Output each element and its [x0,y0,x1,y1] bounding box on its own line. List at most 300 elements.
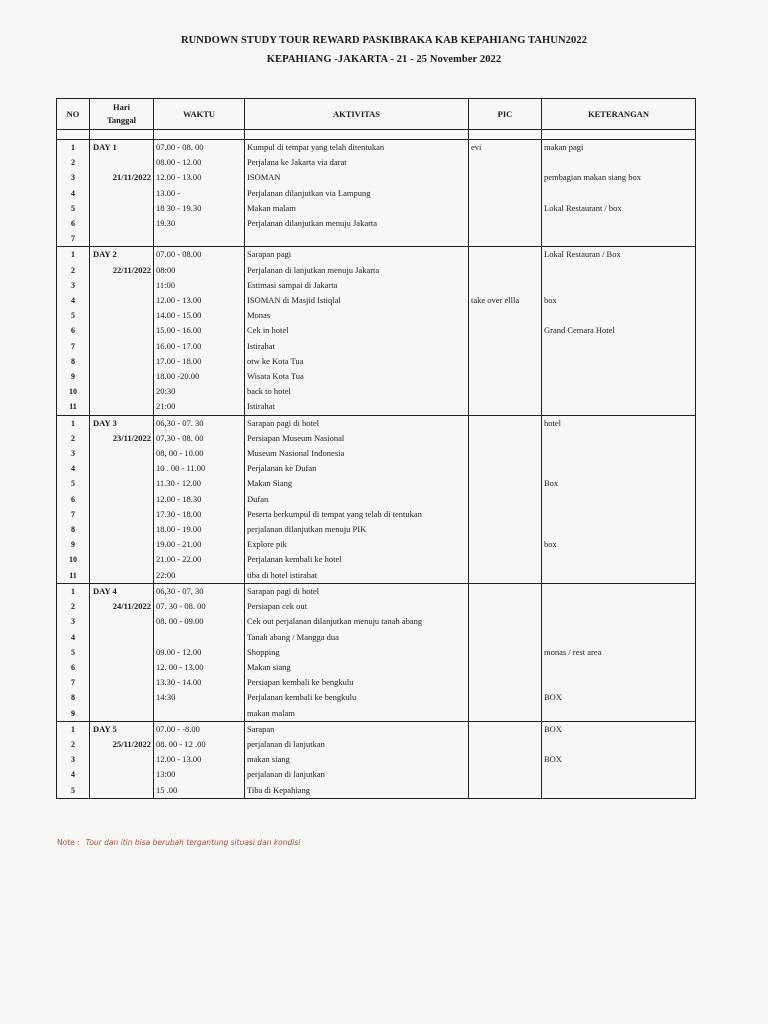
pic-cell [469,231,542,247]
table-row [57,369,696,384]
day-date-cell [90,507,154,522]
table-row [57,201,696,216]
rundown-table-container [56,98,696,799]
remark-cell [542,339,696,354]
note-text: Tour dan itin bisa berubah tergantung situasi dan kondisi [85,838,301,847]
pic-cell [469,599,542,614]
day-date-cell [90,783,154,799]
remark-cell: BOX [542,721,696,737]
table-row [57,247,696,263]
pic-cell [469,216,542,231]
date-label: 24/11/2022 [112,601,151,612]
table-row [57,431,696,446]
activity-cell: Makan siang [245,660,469,675]
date-label: 23/11/2022 [112,432,151,443]
time-cell: 21.00 - 22.00 [154,552,245,567]
table-row [57,476,696,491]
activity-cell: Tanah abang / Mangga dua [245,630,469,645]
header-hari-tanggal [90,99,154,130]
activity-cell: Perjalanan dilanjutkan via Lampung [245,186,469,201]
spacer-cell [90,130,154,140]
spacer-cell [542,130,696,140]
activity-cell: Estimasi sampai di Jakarta [245,278,469,293]
activity-cell: Persiapan Museum Nasional [245,431,469,446]
header-hari: Hari [113,102,130,112]
remark-cell: BOX [542,690,696,705]
activity-cell: ISOMAN di Masjid Istiqlal [245,293,469,308]
time-cell: 08:00 [154,263,245,278]
day-date-cell [90,752,154,767]
remark-cell [542,568,696,584]
day-date-cell [90,201,154,216]
time-cell: 22:00 [154,568,245,584]
table-row [57,706,696,722]
pic-cell [469,767,542,782]
time-cell: 11:00 [154,278,245,293]
row-number: 3 [57,446,90,461]
remark-cell: BOX [542,752,696,767]
document-title: RUNDOWN STUDY TOUR REWARD PASKIBRAKA KAB KEPAHIANG TAHUN2022 [180,35,588,46]
activity-cell: Cek out perjalanan dilanjutkan menuju tanah abang [245,614,469,629]
header-spacer-row [57,130,696,140]
remark-cell [542,767,696,782]
row-number: 1 [57,247,90,263]
row-number: 7 [57,339,90,354]
remark-cell [542,507,696,522]
row-number: 3 [57,752,90,767]
time-cell: 16.00 - 17.00 [154,339,245,354]
time-cell: 08. 00 - 09.00 [154,614,245,629]
activity-cell: back to hotel [245,384,469,399]
day-date-cell [90,737,154,752]
pic-cell [469,675,542,690]
day-date-cell [90,767,154,782]
day-date-cell [90,675,154,690]
day-date-cell [90,461,154,476]
day-date-cell [90,552,154,567]
spacer-cell [469,130,542,140]
remark-cell [542,737,696,752]
pic-cell [469,278,542,293]
pic-cell [469,645,542,660]
remark-cell: box [542,537,696,552]
activity-cell: perjalanan dilanjutkan menuju PIK [245,522,469,537]
remark-cell: Box [542,476,696,491]
day-date-cell [90,354,154,369]
day-date-cell [90,446,154,461]
time-cell [154,231,245,247]
spacer-cell [154,130,245,140]
remark-cell: monas / rest area [542,645,696,660]
pic-cell [469,431,542,446]
time-cell: 10 . 00 - 11.00 [154,461,245,476]
row-number: 9 [57,537,90,552]
row-number: 4 [57,630,90,645]
time-cell: 11.30 - 12.00 [154,476,245,491]
remark-cell [542,278,696,293]
pic-cell [469,446,542,461]
row-number: 7 [57,231,90,247]
row-number: 9 [57,706,90,722]
day-date-cell [90,263,154,278]
spacer-cell [245,130,469,140]
table-row [57,737,696,752]
rundown-table [56,98,696,799]
table-row [57,339,696,354]
remark-cell [542,706,696,722]
day-label: DAY 5 [93,723,117,734]
row-number: 7 [57,675,90,690]
day-date-cell [90,293,154,308]
day-date-cell [90,155,154,170]
remark-cell [542,155,696,170]
time-cell: 07. 30 - 08. 00 [154,599,245,614]
row-number: 6 [57,216,90,231]
row-number: 11 [57,399,90,415]
table-row [57,507,696,522]
remark-cell: pembagian makan siang box [542,170,696,185]
remark-cell [542,522,696,537]
time-cell: 12.00 - 13.00 [154,170,245,185]
pic-cell [469,476,542,491]
time-cell: 06,30 - 07, 30 [154,583,245,599]
pic-cell [469,690,542,705]
time-cell: 07.00 - -8.00 [154,721,245,737]
pic-cell [469,492,542,507]
pic-cell [469,752,542,767]
time-cell: 13.30 - 14.00 [154,675,245,690]
table-row [57,155,696,170]
table-row [57,492,696,507]
day-date-cell [90,645,154,660]
remark-cell: Lokal Restauran / Box [542,247,696,263]
remark-cell [542,354,696,369]
day-date-cell [90,476,154,491]
pic-cell [469,170,542,185]
remark-cell [542,186,696,201]
time-cell: 12. 00 - 13.00 [154,660,245,675]
row-number: 3 [57,278,90,293]
activity-cell: Monas [245,308,469,323]
day-date-cell [90,568,154,584]
activity-cell: Makan malam [245,201,469,216]
day-date-cell [90,399,154,415]
activity-cell: Perjalanan kembali ke bengkulu [245,690,469,705]
table-row [57,583,696,599]
time-cell: 12.00 - 13.00 [154,293,245,308]
day-date-cell [90,537,154,552]
remark-cell [542,783,696,799]
date-label: 22/11/2022 [112,264,151,275]
activity-cell: Explore pik [245,537,469,552]
time-cell: 08, 00 - 10.00 [154,446,245,461]
activity-cell: perjalanan di lanjutkan [245,767,469,782]
table-row [57,537,696,552]
pic-cell [469,568,542,584]
pic-cell [469,737,542,752]
pic-cell [469,614,542,629]
remark-cell [542,660,696,675]
table-row [57,293,696,308]
activity-cell: Istirahat [245,339,469,354]
time-cell: 15.00 - 16.00 [154,323,245,338]
activity-cell: Istirahat [245,399,469,415]
time-cell: 20:30 [154,384,245,399]
activity-cell: Sarapan pagi di hotel [245,583,469,599]
time-cell: 09.00 - 12.00 [154,645,245,660]
activity-cell: Tiba di Kepahiang [245,783,469,799]
rundown-body [57,140,696,799]
row-number: 6 [57,492,90,507]
row-number: 6 [57,323,90,338]
activity-cell: makan malam [245,706,469,722]
day-date-cell [90,247,154,263]
remark-cell [542,431,696,446]
day-date-cell [90,231,154,247]
pic-cell [469,247,542,263]
time-cell: 07.00 - 08.00 [154,247,245,263]
time-cell: 13:00 [154,767,245,782]
day-label: DAY 1 [93,142,117,152]
activity-cell: Sarapan pagi di hotel [245,415,469,431]
remark-cell [542,231,696,247]
table-row [57,721,696,737]
table-row [57,599,696,614]
header-no: NO [57,99,90,130]
table-row [57,552,696,567]
pic-cell [469,721,542,737]
pic-cell [469,155,542,170]
pic-cell [469,354,542,369]
row-number: 1 [57,415,90,431]
day-date-cell [90,323,154,338]
day-date-cell [90,339,154,354]
activity-cell: otw ke Kota Tua [245,354,469,369]
pic-cell: evi [469,140,542,156]
remark-cell [542,216,696,231]
time-cell: 12.00 - 13.00 [154,752,245,767]
activity-cell: ISOMAN [245,170,469,185]
footer-note [57,838,300,847]
pic-cell [469,461,542,476]
pic-cell [469,323,542,338]
row-number: 5 [57,645,90,660]
time-cell: 14:30 [154,690,245,705]
activity-cell: Sarapan pagi [245,247,469,263]
table-row [57,614,696,629]
day-date-cell [90,140,154,156]
pic-cell [469,537,542,552]
header-waktu: WAKTU [154,99,245,130]
activity-cell: perjalanan di lanjutkan [245,737,469,752]
remark-cell: hotel [542,415,696,431]
time-cell: 14.00 - 15.00 [154,308,245,323]
row-number: 2 [57,155,90,170]
day-date-cell [90,170,154,185]
header-pic: PIC [469,99,542,130]
table-row [57,568,696,584]
day-date-cell [90,186,154,201]
remark-cell: box [542,293,696,308]
remark-cell [542,614,696,629]
remark-cell [542,583,696,599]
pic-cell [469,783,542,799]
table-row [57,140,696,156]
day-label: DAY 2 [93,249,117,260]
activity-cell: makan siang [245,752,469,767]
time-cell: 21:00 [154,399,245,415]
table-row [57,170,696,185]
table-row [57,415,696,431]
row-number: 7 [57,507,90,522]
day-date-cell [90,369,154,384]
remark-cell [542,461,696,476]
activity-cell: Persiapan cek out [245,599,469,614]
row-number: 3 [57,170,90,185]
activity-cell: Sarapan [245,721,469,737]
row-number: 8 [57,690,90,705]
day-date-cell [90,522,154,537]
time-cell: 19.00 - 21.00 [154,537,245,552]
remark-cell [542,308,696,323]
table-row [57,231,696,247]
row-number: 5 [57,476,90,491]
table-row [57,278,696,293]
time-cell: 15 .00 [154,783,245,799]
row-number: 2 [57,263,90,278]
time-cell: 06,30 - 07. 30 [154,415,245,431]
date-label: 25/11/2022 [112,738,151,749]
pic-cell [469,369,542,384]
pic-cell [469,630,542,645]
activity-cell: Perjalana ke Jakarta via darat [245,155,469,170]
pic-cell [469,552,542,567]
day-date-cell [90,660,154,675]
pic-cell [469,263,542,278]
day-date-cell [90,384,154,399]
remark-cell [542,384,696,399]
date-label: 21/11/2022 [112,172,151,183]
table-row [57,645,696,660]
remark-cell [542,630,696,645]
day-date-cell [90,492,154,507]
activity-cell: Makan Siang [245,476,469,491]
day-date-cell [90,415,154,431]
activity-cell: Wisata Kota Tua [245,369,469,384]
pic-cell [469,583,542,599]
pic-cell [469,706,542,722]
row-number: 10 [57,552,90,567]
row-number: 6 [57,660,90,675]
row-number: 4 [57,767,90,782]
pic-cell [469,201,542,216]
pic-cell [469,384,542,399]
day-date-cell [90,721,154,737]
day-date-cell [90,431,154,446]
table-row [57,216,696,231]
time-cell: 19.30 [154,216,245,231]
activity-cell [245,231,469,247]
row-number: 4 [57,461,90,476]
header-aktivitas: AKTIVITAS [245,99,469,130]
remark-cell: makan pagi [542,140,696,156]
activity-cell: Dufan [245,492,469,507]
remark-cell [542,599,696,614]
activity-cell: Perjalanan di lanjutkan menuju Jakarta [245,263,469,278]
time-cell: 18 30 - 19.30 [154,201,245,216]
table-row [57,630,696,645]
activity-cell: Museum Nasional Indonesia [245,446,469,461]
table-row [57,690,696,705]
row-number: 4 [57,293,90,308]
day-label: DAY 4 [93,585,117,596]
remark-cell [542,552,696,567]
time-cell: 18.00 -20.00 [154,369,245,384]
pic-cell [469,522,542,537]
header-tanggal: Tanggal [107,115,136,125]
row-number: 3 [57,614,90,629]
pic-cell [469,186,542,201]
activity-cell: Persiapan kembali ke bengkulu [245,675,469,690]
row-number: 2 [57,431,90,446]
day-date-cell [90,583,154,599]
remark-cell [542,369,696,384]
time-cell: 12.00 - 18.30 [154,492,245,507]
activity-cell: Perjalanan kembali ke hotel [245,552,469,567]
row-number: 2 [57,737,90,752]
day-date-cell [90,690,154,705]
row-number: 2 [57,599,90,614]
day-date-cell [90,278,154,293]
row-number: 5 [57,783,90,799]
table-row [57,446,696,461]
pic-cell [469,415,542,431]
row-number: 1 [57,721,90,737]
row-number: 11 [57,568,90,584]
time-cell [154,706,245,722]
table-row [57,767,696,782]
activity-cell: Cek in hotel [245,323,469,338]
table-header-row [57,99,696,130]
time-cell: 07,30 - 08. 00 [154,431,245,446]
activity-cell: Peserta berkumpul di tempat yang telah di tentukan [245,507,469,522]
pic-cell: take over ellla [469,293,542,308]
time-cell: 17.30 - 18.00 [154,507,245,522]
time-cell: 08.00 - 12.00 [154,155,245,170]
table-row [57,263,696,278]
table-row [57,783,696,799]
remark-cell: Grand Cemara Hotel [542,323,696,338]
pic-cell [469,339,542,354]
row-number: 5 [57,201,90,216]
pic-cell [469,308,542,323]
day-date-cell [90,630,154,645]
time-cell: 17.00 - 18.00 [154,354,245,369]
table-row [57,399,696,415]
activity-cell: Perjalanan ke Dufan [245,461,469,476]
time-cell: 18.00 - 19.00 [154,522,245,537]
time-cell: 13.00 - [154,186,245,201]
day-date-cell [90,308,154,323]
day-date-cell [90,216,154,231]
day-date-cell [90,599,154,614]
table-row [57,675,696,690]
remark-cell: Lokal Restaurant / box [542,201,696,216]
activity-cell: Shopping [245,645,469,660]
row-number: 5 [57,308,90,323]
table-row [57,354,696,369]
remark-cell [542,446,696,461]
